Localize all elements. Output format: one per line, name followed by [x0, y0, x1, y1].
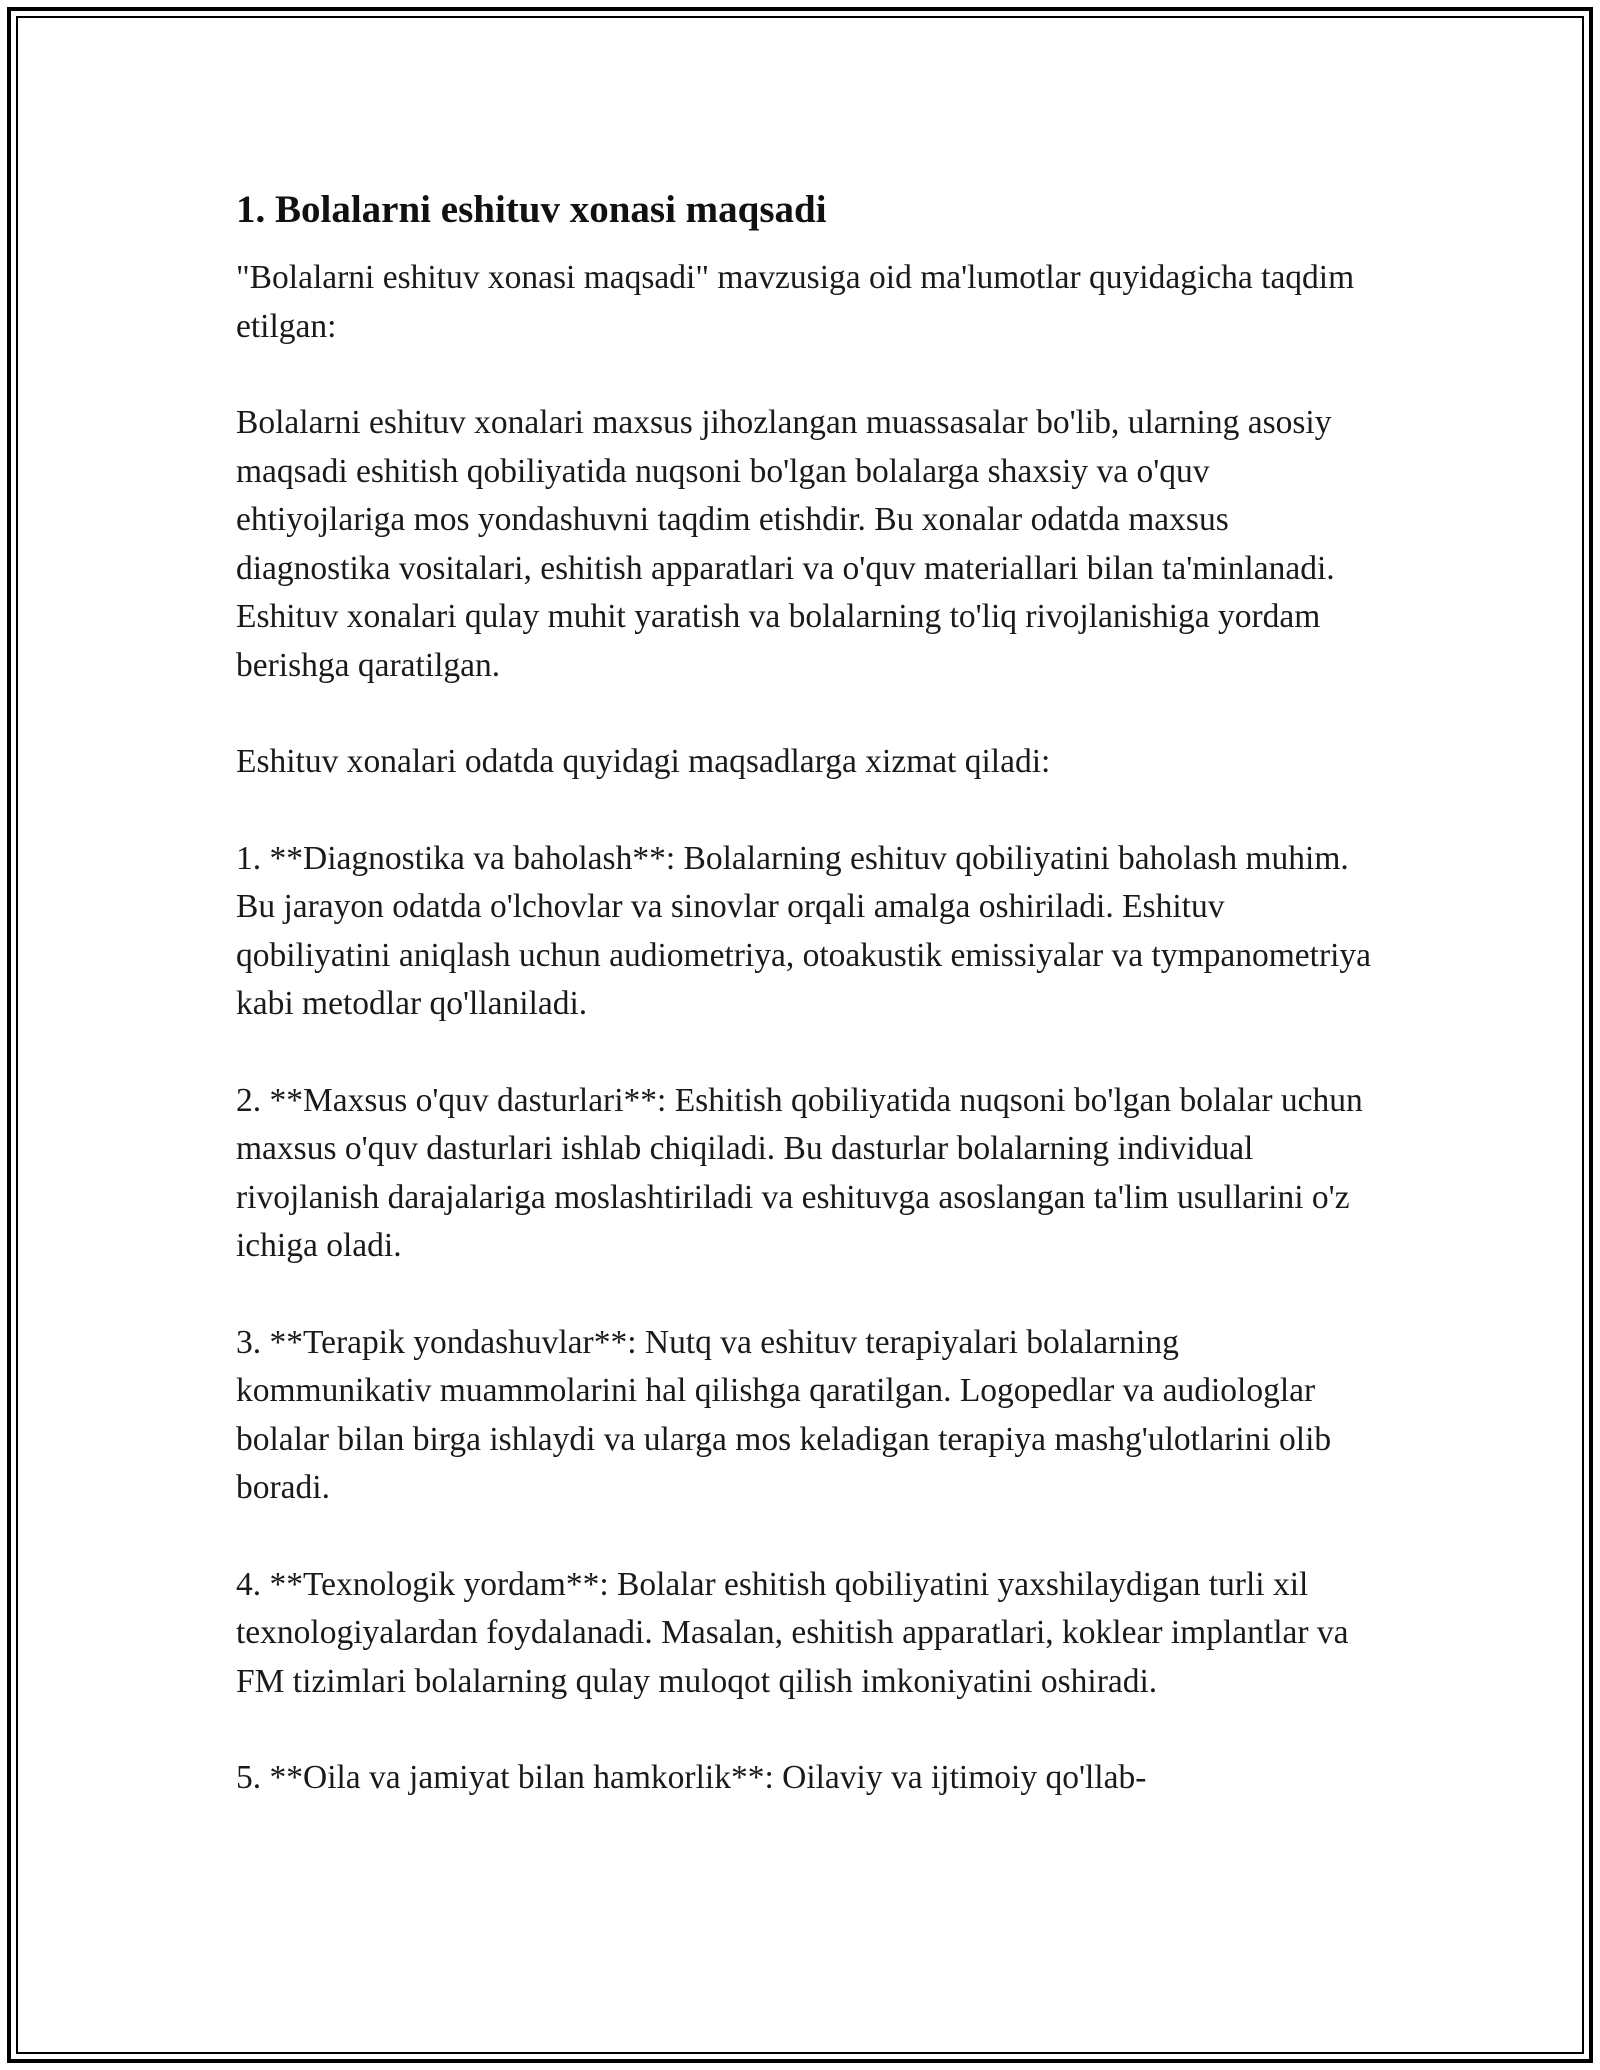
document-title: 1. Bolalarni eshituv xonasi maqsadi [236, 188, 827, 231]
description-paragraph: Bolalarni eshituv xonalari maxsus jihozlangan muassasalar bo'lib, ularning asosiy maqsadi eshitish qobiliyatida nuqsoni bo'lgan bolalarga shaxsiy va o'quv ehtiyojlariga mos yondashuvni taqdim etishdir. Bu xonalar odatda maxsus diagnostika vositalari, eshitish apparatlari va o'quv materiallari bilan ta'minlanadi. Eshituv xonalari qulay muhit yaratish va bolalarning to'liq rivojlanishiga yordam berishga qaratilgan. [236, 404, 1335, 684]
list-item-special-programs: 2. **Maxsus o'quv dasturlari**: Eshitish qobiliyatida nuqsoni bo'lgan bolalar uchun maxsus o'quv dasturlari ishlab chiqiladi. Bu dasturlar bolalarning individual rivojlanish darajalariga moslashtiriladi va eshituvga asoslangan ta'lim usullarini o'z ichiga oladi. [236, 1081, 1363, 1264]
list-item-therapy: 3. **Terapik yondashuvlar**: Nutq va eshituv terapiyalari bolalarning kommunikativ muammolarini hal qilishga qaratilgan. Logopedlar va audiologlar bolalar bilan birga ishlaydi va ularga mos keladigan terapiya mashg'ulotlarini olib boradi. [236, 1323, 1332, 1506]
intro-paragraph: "Bolalarni eshituv xonasi maqsadi" mavzusiga oid ma'lumotlar quyidagicha taqdim etilgan: [236, 259, 1355, 345]
purposes-lead-paragraph: Eshituv xonalari odatda quyidagi maqsadlarga xizmat qiladi: [236, 743, 1051, 780]
document-body [236, 186, 1376, 1851]
list-item-technology: 4. **Texnologik yordam**: Bolalar eshitish qobiliyatini yaxshilaydigan turli xil texnologiyalardan foydalanadi. Masalan, eshitish apparatlari, koklear implantlar va FM tizimlari bolalarning qulay muloqot qilish imkoniyatini oshiradi. [236, 1565, 1349, 1700]
list-item-diagnostics: 1. **Diagnostika va baholash**: Bolalarning eshituv qobiliyatini baholash muhim. Bu jarayon odatda o'lchovlar va sinovlar orqali amalga oshiriladi. Eshituv qobiliyatini aniqlash uchun audiometriya, otoakustik emissiyalar va tympanometriya kabi metodlar qo'llaniladi. [236, 839, 1372, 1022]
list-item-family-cooperation: 5. **Oila va jamiyat bilan hamkorlik**: Oilaviy va ijtimoiy qo'llab- [236, 1759, 1147, 1796]
